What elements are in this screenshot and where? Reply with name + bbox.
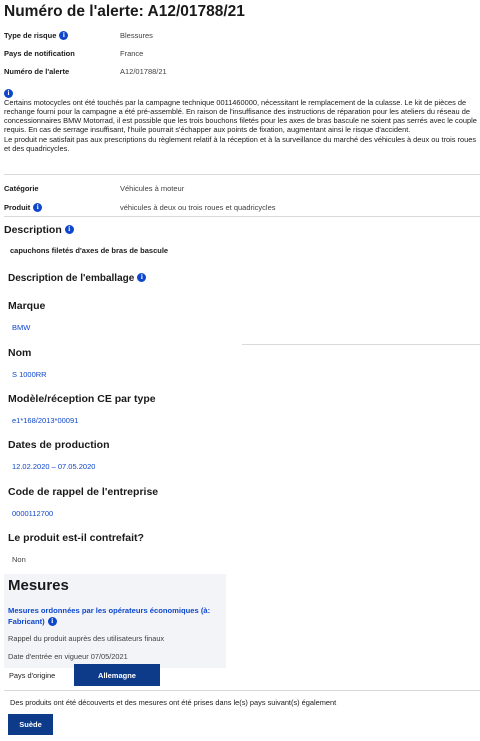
measure-action: Rappel du produit auprès des utilisateurs finaux — [8, 634, 165, 643]
divider — [242, 344, 480, 345]
info-icon[interactable]: i — [48, 617, 57, 626]
brand-value: BMW — [12, 323, 31, 332]
info-icon[interactable]: i — [65, 225, 74, 234]
origin-country-row — [4, 664, 234, 686]
alert-number-label: Numéro de l'alerte — [4, 67, 70, 76]
divider — [4, 216, 480, 217]
product-label: Produit — [4, 203, 31, 212]
product-value: véhicules à deux ou trois roues et quadricycles — [120, 203, 276, 212]
category-row — [4, 184, 476, 193]
risk-regulation-text: Le produit ne satisfait pas aux prescriptions du règlement relatif à la réception et à la surveillance du marché des véhicules à deux ou trois roues et des quadricycles. — [4, 134, 477, 154]
info-icon[interactable]: i — [137, 273, 146, 282]
counterfeit-heading: Le produit est-il contrefait? — [8, 532, 144, 544]
country-button-allemagne[interactable]: Allemagne — [74, 664, 160, 686]
brand-heading: Marque — [8, 300, 46, 312]
description-heading: Description i — [4, 224, 74, 236]
category-label: Catégorie — [4, 184, 39, 193]
packaging-heading: Description de l'emballage i — [8, 273, 146, 284]
measures-heading: Mesures — [8, 577, 69, 594]
production-heading: Dates de production — [8, 439, 110, 451]
risk-type-label: Type de risque — [4, 31, 57, 40]
recall-code-heading: Code de rappel de l'entreprise — [8, 486, 159, 498]
notifying-country-label: Pays de notification — [4, 49, 75, 58]
name-heading: Nom — [8, 347, 32, 359]
production-dates-value: 12.02.2020 – 07.05.2020 — [12, 462, 96, 471]
risk-type-row — [4, 31, 476, 41]
info-icon[interactable]: i — [33, 203, 42, 212]
measures-subheading: Mesures ordonnées par les opérateurs économiques (à: Fabricant) i — [8, 606, 211, 626]
alert-number-value: A12/01788/21 — [120, 67, 167, 76]
notifying-country-value: France — [120, 49, 144, 58]
risk-type-value: Blessures — [120, 31, 153, 40]
model-value: e1*168/2013*00091 — [12, 416, 79, 425]
notifying-country-row — [4, 49, 476, 58]
counterfeit-value: Non — [12, 555, 26, 564]
category-value: Véhicules à moteur — [120, 184, 185, 193]
page-title: Numéro de l'alerte: A12/01788/21 — [4, 3, 245, 20]
alert-number-row — [4, 67, 476, 76]
risk-description — [4, 88, 478, 153]
country-button-suede[interactable]: Suède — [8, 714, 53, 735]
divider — [4, 174, 480, 175]
recall-code-value: 0000112700 — [12, 509, 54, 518]
risk-description-text: Certains motocycles ont été touchés par la campagne technique 0011460000, nécessitant le remplacement de la culasse. Le kit de pièces de rechange fourni pour la campagne a été pré-assemblé. En raison de l'insuffisance des instructions de réparation pour les ateliers du réseau de concessionnaires BMW Motorrad, il est possible que les trois bouchons filetés pour les axes de bras bascule ne soient pas serrés avec le couple requis. En cas de serrage insuffisant, l'huile pourrait s'échapper aux points de fixation, augmentant ainsi le risque d'accident. — [4, 97, 477, 135]
name-value: S 1000RR — [12, 370, 47, 379]
info-icon[interactable]: i — [59, 31, 68, 40]
model-heading: Modèle/réception CE par type — [8, 393, 156, 405]
info-icon[interactable]: i — [4, 89, 13, 98]
measures-panel — [4, 574, 226, 668]
measure-effective-date: Date d'entrée en vigueur 07/05/2021 — [8, 652, 128, 661]
origin-label: Pays d'origine — [9, 670, 56, 680]
description-value: capuchons filetés d'axes de bras de bascule — [10, 246, 169, 255]
product-row — [4, 203, 476, 213]
other-countries-text: Des produits ont été découverts et des mesures ont été prises dans le(s) pays suivant(s) également — [10, 698, 337, 707]
divider — [4, 690, 480, 691]
